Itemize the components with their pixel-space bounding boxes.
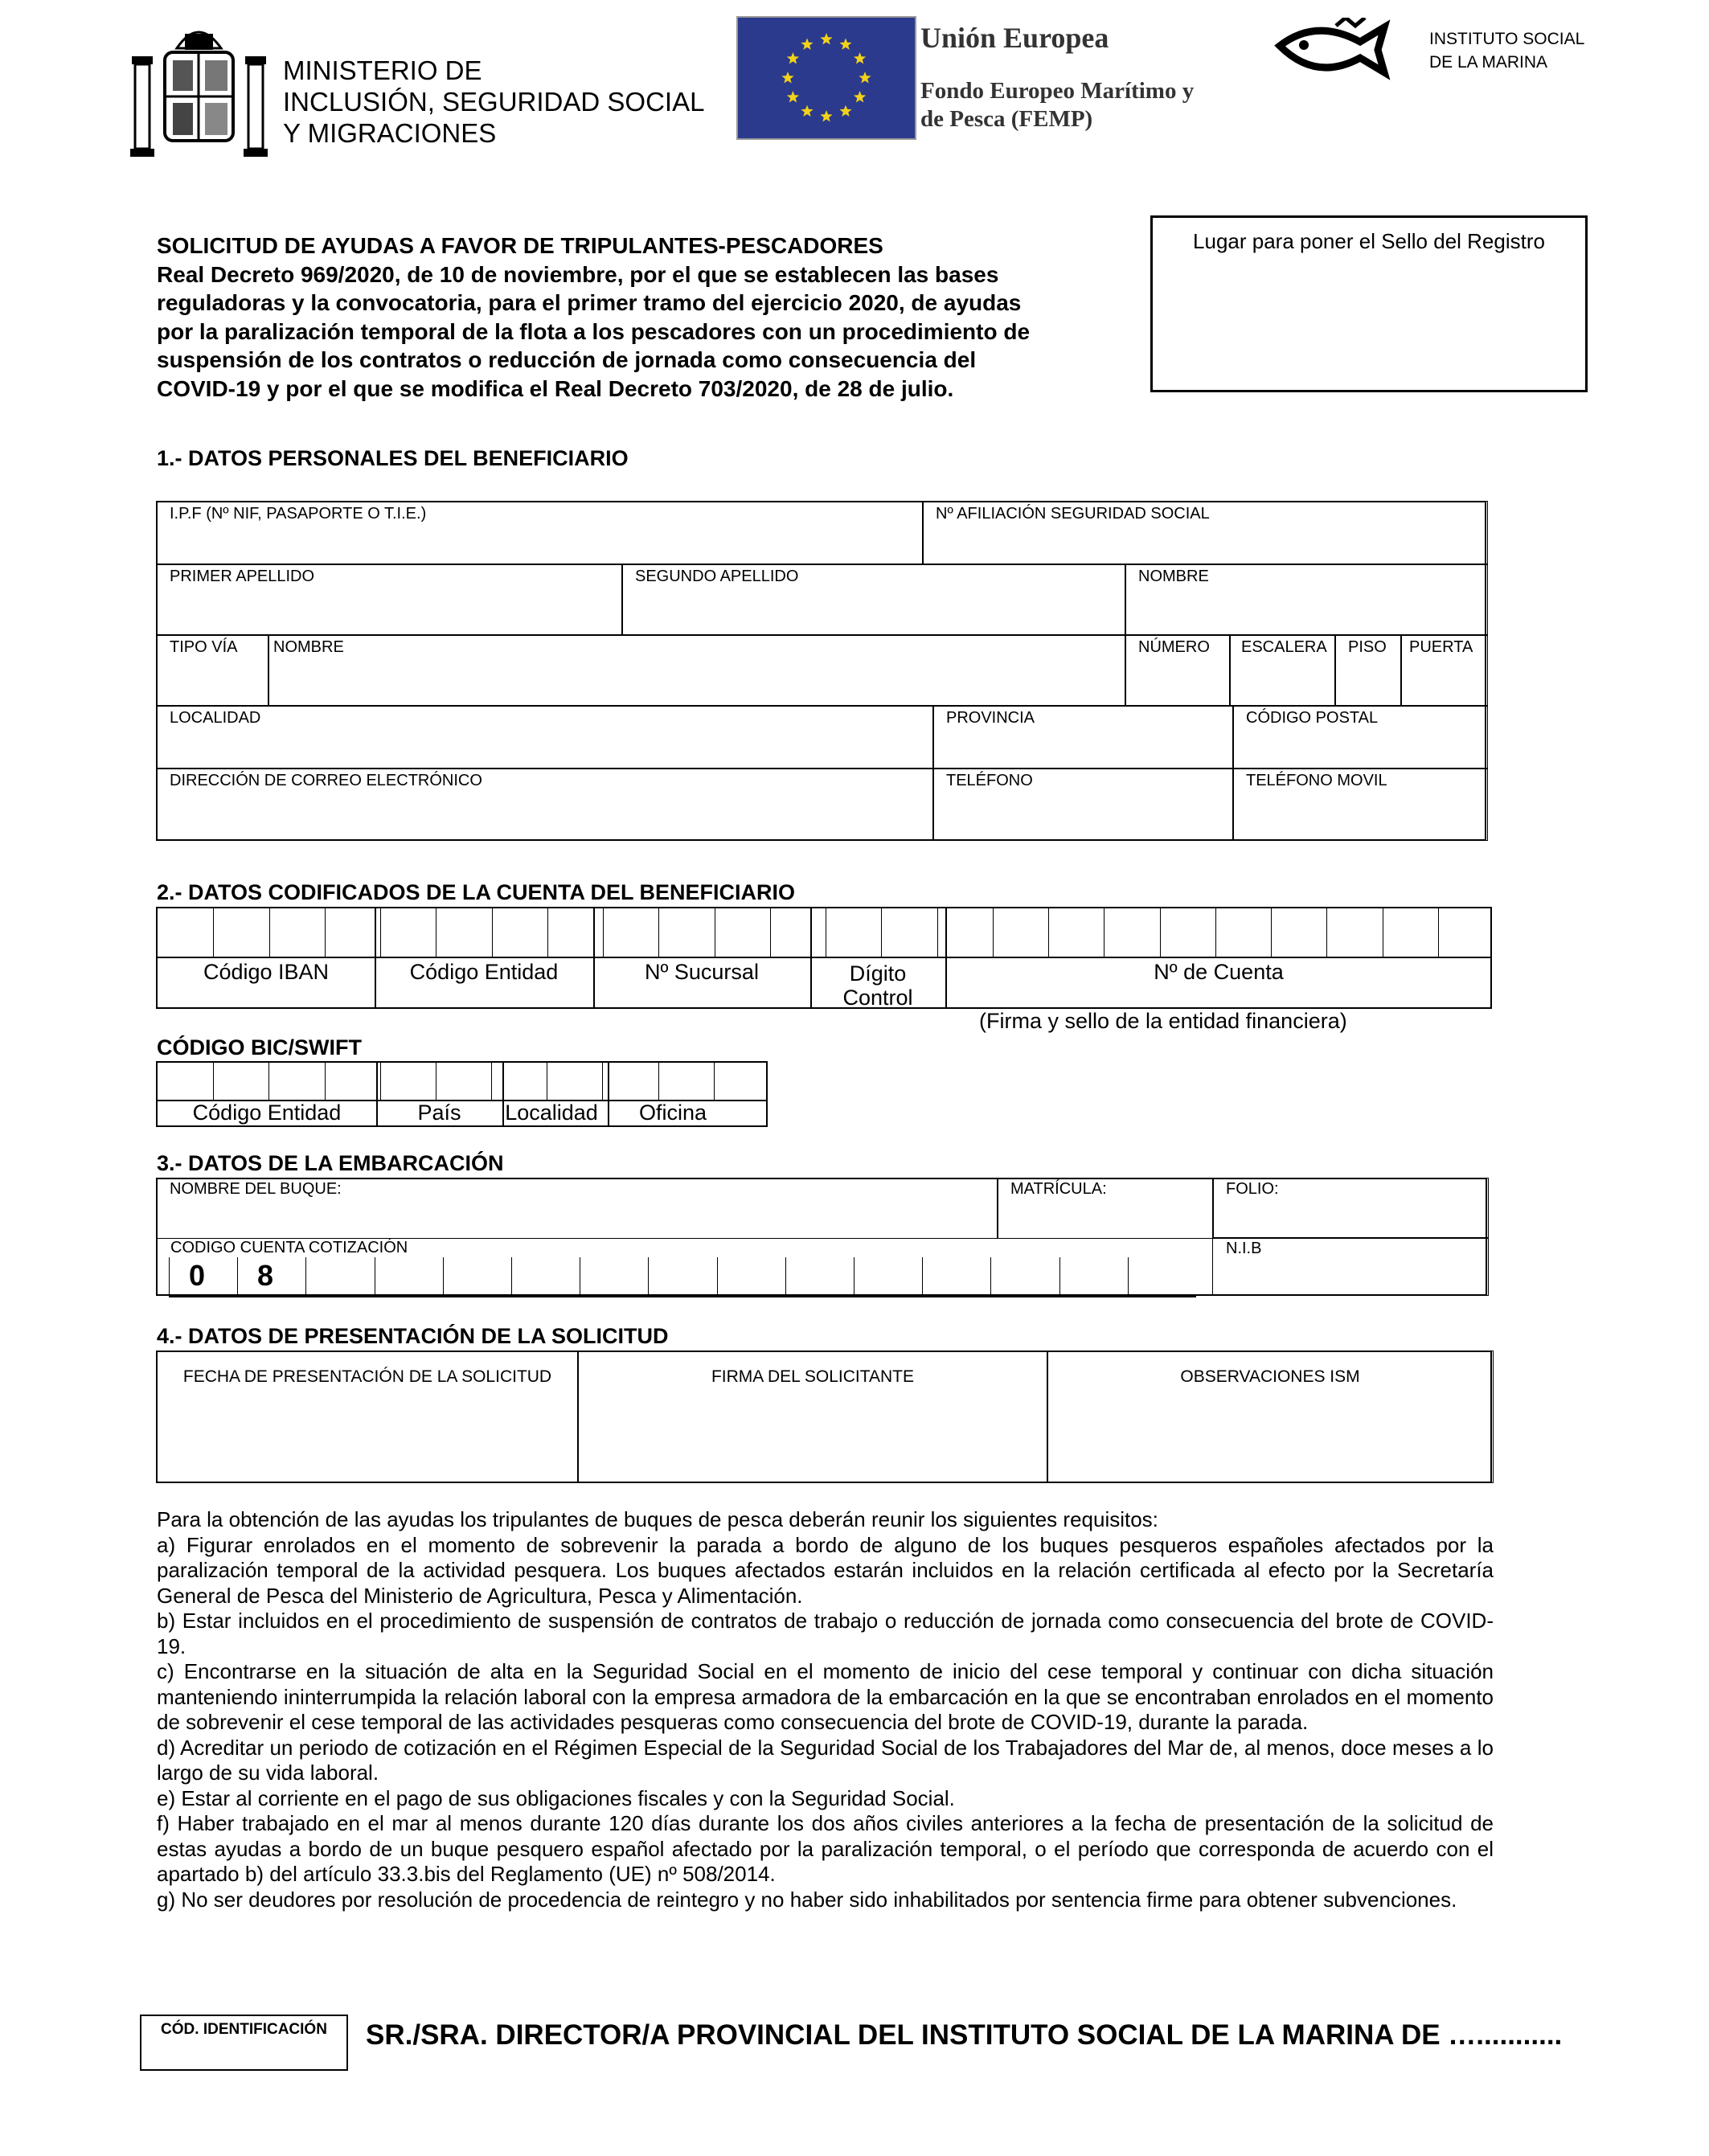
section4-title: 4.- DATOS DE PRESENTACIÓN DE LA SOLICITUD [157, 1324, 669, 1348]
afiliacion-field[interactable] [922, 501, 1488, 565]
requirements-text [157, 1507, 1494, 1912]
bank-digit-box[interactable] [603, 908, 658, 957]
eu-star-icon [801, 105, 813, 117]
digito-line-1: Dígito [849, 961, 907, 986]
ccc-digit-box[interactable] [990, 1257, 1059, 1296]
nib-field[interactable] [1212, 1237, 1489, 1296]
bic-digit-box[interactable] [547, 1063, 602, 1100]
entidad-label: Código Entidad [409, 960, 559, 984]
observaciones-field[interactable] [1047, 1351, 1494, 1483]
email-label: DIRECCIÓN DE CORREO ELECTRÓNICO [170, 772, 482, 789]
bank-digit-box[interactable] [770, 908, 826, 957]
bank-digit-box[interactable] [269, 908, 325, 957]
localidad-label: LOCALIDAD [170, 709, 261, 727]
title-line-3: por la paralización temporal de la flota a los pescadores con un procedimiento de [157, 318, 1031, 344]
ccc-digit-box[interactable] [717, 1257, 785, 1296]
bank-digit-box[interactable] [492, 908, 547, 957]
ism-line-1: INSTITUTO SOCIAL [1429, 30, 1585, 48]
folio-field[interactable] [1212, 1178, 1489, 1239]
bank-digit-box[interactable] [380, 908, 436, 957]
eu-star-icon [839, 38, 851, 50]
puerta-field[interactable] [1400, 634, 1488, 707]
eu-fund-line-2: de Pesca (FEMP) [920, 106, 1093, 132]
bic-digit-box[interactable] [213, 1063, 268, 1100]
bank-signature-note: (Firma y sello de la entidad financiera) [979, 1009, 1347, 1033]
bank-digit-box[interactable] [826, 908, 881, 957]
eu-star-icon [854, 52, 866, 64]
provincia-label: PROVINCIA [946, 709, 1035, 727]
codigo-postal-label: CÓDIGO POSTAL [1246, 709, 1379, 727]
localidad-field[interactable] [156, 705, 934, 769]
title-line-2: reguladoras y la convocatoria, para el primer tramo del ejercicio 2020, de ayudas [157, 290, 1022, 315]
ccc-digit-box[interactable] [511, 1257, 580, 1296]
nombre-field[interactable] [1125, 564, 1488, 636]
movil-field[interactable] [1232, 768, 1488, 841]
tipovia-label: TIPO VÍA [170, 638, 238, 656]
title-line-4: suspensión de los contratos o reducción de jornada como consecuencia del [157, 347, 977, 372]
section2-title: 2.- DATOS CODIFICADOS DE LA CUENTA DEL BENEFICIARIO [157, 880, 796, 904]
requirement-e: e) Estar al corriente en el pago de sus obligaciones fiscales y con la Seguridad Social. [157, 1785, 955, 1810]
eu-star-icon [787, 52, 799, 64]
provincia-field[interactable] [932, 705, 1234, 769]
title-line-5: COVID-19 y por el que se modifica el Real Decreto 703/2020, de 28 de julio. [157, 375, 954, 401]
telefono-field[interactable] [932, 768, 1234, 841]
eu-star-icon [854, 91, 866, 103]
addressee-line: SR./SRA. DIRECTOR/A PROVINCIAL DEL INSTITUTO SOCIAL DE LA MARINA DE …........... [366, 2019, 1563, 2051]
ccc-digit-box[interactable] [305, 1257, 375, 1296]
bank-digit-box[interactable] [436, 908, 492, 957]
bank-digit-box[interactable] [1383, 908, 1438, 957]
bank-digit-box[interactable] [658, 908, 715, 957]
bank-account-table [156, 907, 1492, 1009]
apellido1-label: PRIMER APELLIDO [170, 568, 315, 585]
bic-digit-box[interactable] [602, 1063, 658, 1100]
registry-stamp-label: Lugar para poner el Sello del Registro [1193, 229, 1545, 253]
escalera-label: ESCALERA [1241, 638, 1327, 656]
bic-oficina-label: Oficina [638, 1101, 707, 1125]
requirement-c: c) Encontrarse en la situación de alta en la Seguridad Social en el momento de inicio del cese temporal y continuar con dicha situación manteniendo ininterrumpida la relación laboral con la empresa armadora de la embarcación en la que se encontraban enrolados en el momento de sobrevenir el cese temporal de las actividades pesqueras como consecuencia del brote de COVID-19, durante la parada. [157, 1659, 1494, 1734]
ipf-field[interactable] [156, 501, 924, 565]
coat-of-arms-icon [129, 16, 269, 161]
submission-table [156, 1351, 1492, 1483]
ccc-digit-box[interactable] [443, 1257, 511, 1296]
eu-flag-icon [736, 16, 916, 140]
bic-title: CÓDIGO BIC/SWIFT [157, 1035, 362, 1060]
bank-digit-box[interactable] [1160, 908, 1215, 957]
buque-label: NOMBRE DEL BUQUE: [170, 1180, 342, 1198]
fecha-field[interactable] [156, 1351, 579, 1483]
ccc-input-row [169, 1257, 1196, 1297]
bic-digit-box[interactable] [380, 1063, 436, 1100]
iban-label: Código IBAN [203, 960, 330, 984]
firma-field[interactable] [577, 1351, 1048, 1483]
requirement-d: d) Acreditar un periodo de cotización en el Régimen Especial de la Seguridad Social de los Trabajadores del Mar de, al menos, doce meses a lo largo de su vida laboral. [157, 1735, 1494, 1785]
sucursal-label: Nº Sucursal [645, 960, 759, 984]
nib-label: N.I.B [1226, 1240, 1262, 1257]
bank-digit-box[interactable] [213, 908, 269, 957]
bic-localidad-label: Localidad [505, 1101, 598, 1125]
digito-label [810, 961, 945, 1010]
bic-pais-label: País [417, 1101, 461, 1125]
folio-label: FOLIO: [1226, 1180, 1279, 1198]
ccc-digit-box[interactable] [580, 1257, 648, 1296]
cod-identificacion-box[interactable] [140, 2015, 348, 2071]
apellido1-field[interactable] [156, 564, 623, 636]
eu-star-icon [839, 105, 851, 117]
ccc-digit-box[interactable] [1128, 1257, 1196, 1296]
codigo-postal-field[interactable] [1232, 705, 1488, 769]
bank-digit-box[interactable] [993, 908, 1048, 957]
eu-title: Unión Europea [920, 22, 1109, 54]
cod-identificacion-label: CÓD. IDENTIFICACIÓN [161, 2021, 327, 2038]
matricula-field[interactable] [997, 1178, 1214, 1239]
movil-label: TELÉFONO MOVIL [1246, 772, 1387, 789]
bic-digit-box[interactable] [436, 1063, 491, 1100]
section1-title: 1.- DATOS PERSONALES DEL BENEFICIARIO [157, 446, 629, 470]
ccc-digit-box[interactable]: 0 [169, 1257, 237, 1296]
eu-fund-line-1: Fondo Europeo Marítimo y [920, 78, 1195, 104]
ministry-line-1: MINISTERIO DE [283, 55, 482, 85]
title-line-1: Real Decreto 969/2020, de 10 de noviembre, por el que se establecen las bases [157, 261, 999, 287]
requirement-a: a) Figurar enrolados en el momento de sobrevenir la parada a bordo de alguno de los buques pesqueros españoles afectados por la paralización temporal de la actividad pesquera. Los buques afectados estarán incluidos en la relación certificada al efecto por la Secretaría General de Pesca del Ministerio de Agricultura, Pesca y Alimentación. [157, 1532, 1494, 1608]
numero-field[interactable] [1125, 634, 1231, 707]
bank-digit-box[interactable] [1326, 908, 1383, 957]
bic-digit-box[interactable] [268, 1063, 325, 1100]
email-field[interactable] [156, 768, 934, 841]
digito-line-2: Control [842, 986, 913, 1010]
requirement-f: f) Haber trabajado en el mar al menos durante 120 días durante los dos años civiles anteriores a la fecha de presentación de la solicitud de estas ayudas a bordo de un buque pesquero español afectado por la paralización temporal, o el período que corresponda de acuerdo con el apartado b) del artículo 33.3.bis del Reglamento (UE) nº 508/2014. [157, 1811, 1494, 1886]
ccc-digit-box[interactable] [1059, 1257, 1128, 1296]
escalera-field[interactable] [1229, 634, 1336, 707]
matricula-label: MATRÍCULA: [1010, 1180, 1107, 1198]
bank-digit-box[interactable] [1438, 908, 1494, 957]
cuenta-label: Nº de Cuenta [1154, 960, 1284, 984]
ccc-digit-box[interactable]: 8 [237, 1257, 305, 1296]
bank-digit-box[interactable] [1048, 908, 1104, 957]
eu-star-icon [820, 33, 832, 45]
ccc-digit-box[interactable] [922, 1257, 990, 1296]
puerta-label: PUERTA [1409, 638, 1473, 656]
nombrevia-label: NOMBRE [273, 638, 344, 656]
bic-digit-box[interactable] [325, 1063, 380, 1100]
piso-label: PISO [1348, 638, 1387, 656]
buque-field[interactable] [156, 1178, 998, 1239]
bic-digit-box[interactable] [491, 1063, 547, 1100]
numero-label: NÚMERO [1138, 638, 1210, 656]
bic-digit-box[interactable] [658, 1063, 714, 1100]
vessel-table [156, 1178, 1487, 1296]
bic-digit-box[interactable] [714, 1063, 769, 1100]
fecha-label: FECHA DE PRESENTACIÓN DE LA SOLICITUD [182, 1367, 552, 1386]
nombrevia-field[interactable] [268, 634, 1126, 707]
eu-star-icon [787, 91, 799, 103]
requirement-b: b) Estar incluidos en el procedimiento de suspensión de contratos de trabajo o reducción de jornada como consecuencia del brote de COVID-19. [157, 1609, 1494, 1658]
ism-name [1429, 27, 1584, 74]
bank-digit-box[interactable] [1215, 908, 1271, 957]
afiliacion-label: Nº AFILIACIÓN SEGURIDAD SOCIAL [936, 505, 1210, 523]
ism-fish-logo-icon [1272, 18, 1392, 82]
firma-label: FIRMA DEL SOLICITANTE [711, 1367, 915, 1386]
eu-star-icon [781, 72, 793, 84]
requirement-g: g) No ser deudores por resolución de procedencia de reintegro y no haber sido inhabilitados por sentencia firme para obtener subvenciones. [157, 1887, 1457, 1912]
ccc-label: CODIGO CUENTA COTIZACIÓN [170, 1239, 408, 1256]
piso-field[interactable] [1334, 634, 1402, 707]
bank-digit-box[interactable] [881, 908, 937, 957]
bic-table [156, 1061, 768, 1127]
apellido2-label: SEGUNDO APELLIDO [635, 568, 799, 585]
bank-digit-box[interactable] [1104, 908, 1160, 957]
ism-line-2: DE LA MARINA [1429, 53, 1548, 72]
title-main: SOLICITUD DE AYUDAS A FAVOR DE TRIPULANTES-PESCADORES [157, 233, 883, 258]
registry-stamp-box [1150, 215, 1588, 392]
apellido2-field[interactable] [621, 564, 1126, 636]
bank-digit-box[interactable] [325, 908, 380, 957]
ministry-name [283, 55, 704, 149]
bank-digit-box[interactable] [715, 908, 770, 957]
bic-entidad-label: Código Entidad [192, 1101, 342, 1125]
eu-star-icon [820, 110, 832, 122]
telefono-label: TELÉFONO [946, 772, 1033, 789]
observaciones-label: OBSERVACIONES ISM [1180, 1367, 1360, 1386]
ccc-digit-box[interactable] [648, 1257, 717, 1296]
ccc-digit-box[interactable] [854, 1257, 922, 1296]
tipovia-field[interactable] [156, 634, 269, 707]
eu-fund [920, 77, 1194, 133]
ccc-digit-box[interactable] [375, 1257, 443, 1296]
requirements-intro: Para la obtención de las ayudas los tripulantes de buques de pesca deberán reunir los siguientes requisitos: [157, 1507, 1158, 1531]
document-title [157, 232, 1145, 403]
bank-digit-box[interactable] [158, 908, 213, 957]
bank-digit-box[interactable] [1271, 908, 1326, 957]
eu-star-icon [859, 72, 871, 84]
ipf-label: I.P.F (Nº NIF, PASAPORTE O T.I.E.) [170, 505, 427, 523]
bic-digit-box[interactable] [158, 1063, 213, 1100]
ministry-line-2: INCLUSIÓN, SEGURIDAD SOCIAL [283, 87, 705, 117]
eu-star-icon [801, 38, 813, 50]
section3-title: 3.- DATOS DE LA EMBARCACIÓN [157, 1151, 504, 1175]
ministry-line-3: Y MIGRACIONES [283, 118, 497, 148]
personal-data-table [156, 501, 1486, 841]
ccc-digit-box[interactable] [785, 1257, 854, 1296]
nombre-label: NOMBRE [1138, 568, 1209, 585]
